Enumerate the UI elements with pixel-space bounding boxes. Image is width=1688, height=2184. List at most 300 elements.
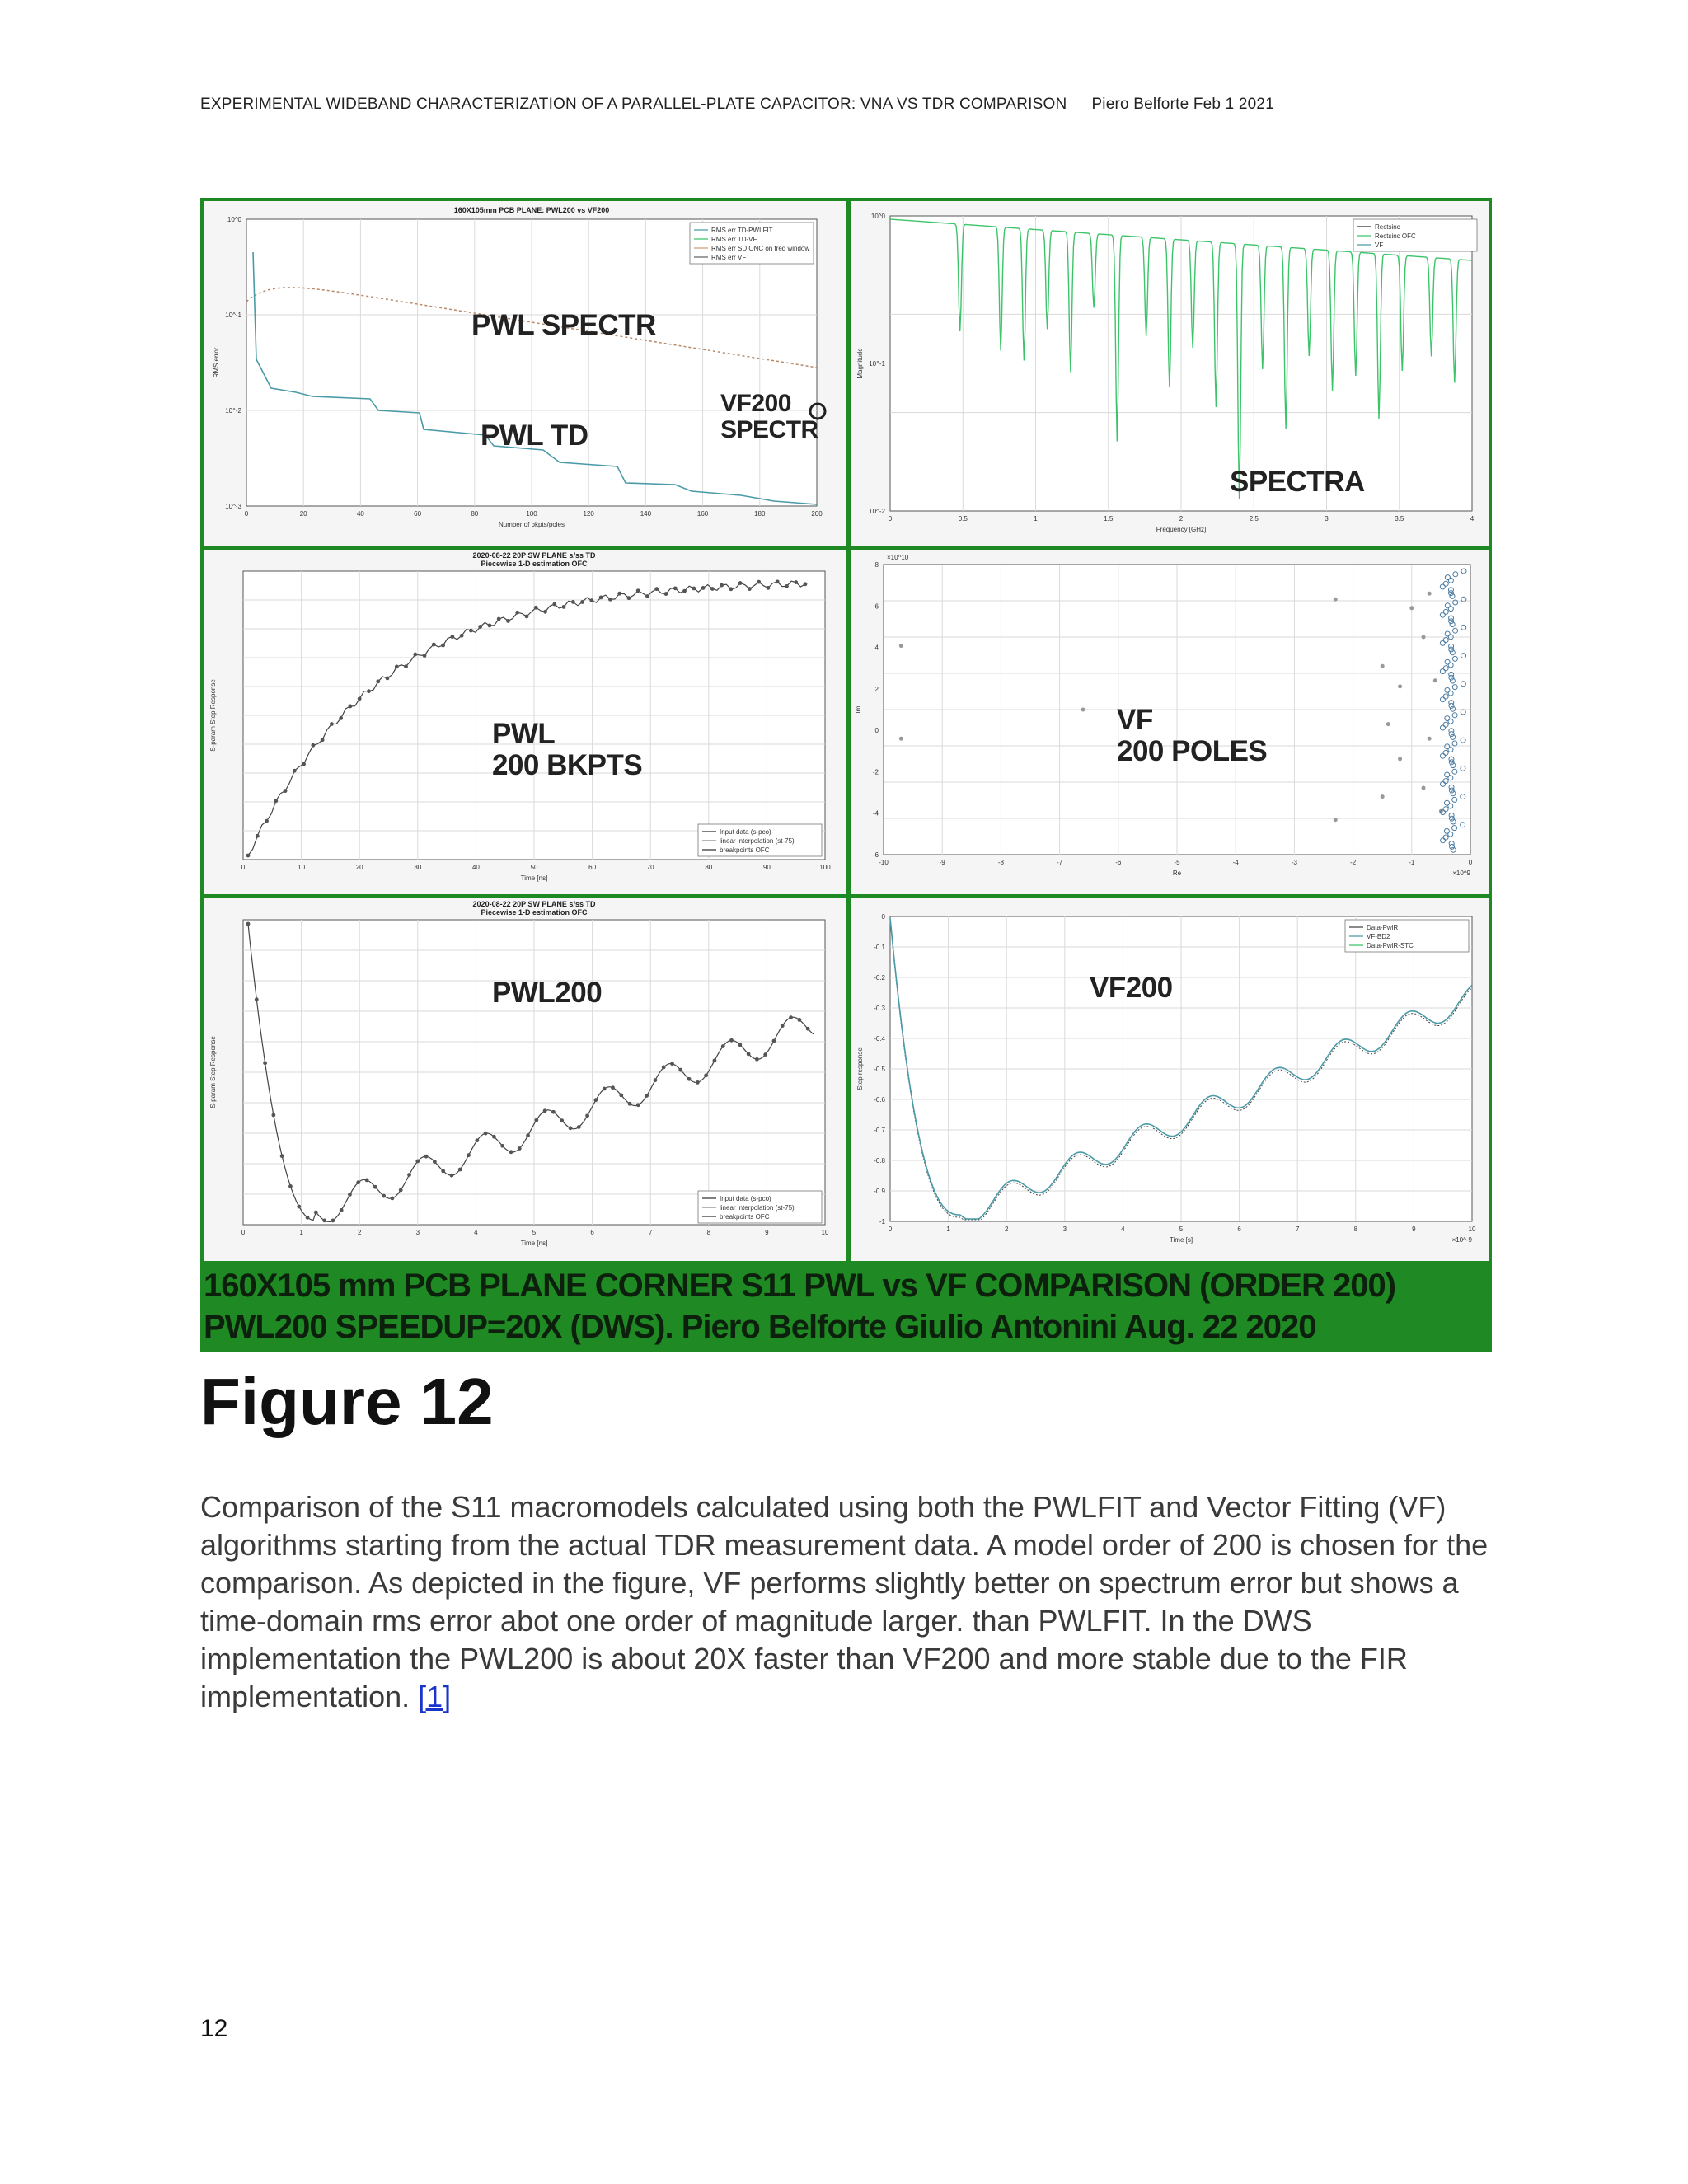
x-tick-label: 200 bbox=[811, 510, 823, 518]
breakpoint-marker bbox=[339, 716, 343, 720]
breakpoint-marker bbox=[654, 587, 659, 591]
breakpoint-marker bbox=[569, 1126, 573, 1130]
pwl-td-label: PWL TD bbox=[481, 419, 588, 452]
x-tick-label: 80 bbox=[471, 510, 479, 518]
breakpoint-marker bbox=[748, 587, 752, 591]
figure-title: Figure 12 bbox=[200, 1365, 494, 1438]
x-tick-label: 6 bbox=[1237, 1226, 1241, 1233]
breakpoint-marker bbox=[670, 1062, 674, 1066]
legend-entry: RMS err TD-PWLFIT bbox=[711, 227, 773, 234]
x-tick-label: 20 bbox=[299, 510, 307, 518]
x-tick-label: -6 bbox=[1115, 859, 1122, 866]
breakpoint-marker bbox=[330, 722, 334, 726]
breakpoint-marker bbox=[450, 635, 454, 639]
breakpoint-marker bbox=[399, 1188, 403, 1193]
x-exponent: ×10^9 bbox=[1452, 869, 1470, 877]
breakpoint-marker bbox=[367, 689, 371, 693]
breakpoint-marker bbox=[692, 587, 696, 591]
x-tick-label: 10 bbox=[1468, 1226, 1476, 1233]
breakpoint-marker bbox=[441, 1169, 445, 1173]
x-tick-label: 2 bbox=[357, 1229, 362, 1236]
x-tick-label: -4 bbox=[1232, 859, 1239, 866]
pole-marker bbox=[1422, 635, 1426, 640]
breakpoint-marker bbox=[738, 1043, 742, 1047]
breakpoint-marker bbox=[619, 1093, 623, 1097]
pole-marker bbox=[1381, 794, 1385, 799]
legend-entry: Input data (s-pco) bbox=[720, 1195, 771, 1202]
x-tick-label: 4 bbox=[1121, 1226, 1125, 1233]
y-tick-label: -0.5 bbox=[874, 1066, 885, 1073]
breakpoint-marker bbox=[551, 1110, 556, 1114]
breakpoint-marker bbox=[274, 799, 278, 803]
spectra-plot bbox=[851, 201, 1489, 546]
reference-link[interactable]: [1] bbox=[418, 1680, 452, 1713]
breakpoint-marker bbox=[525, 615, 529, 619]
breakpoint-marker bbox=[664, 592, 668, 596]
pole-marker bbox=[1334, 598, 1338, 602]
breakpoint-marker bbox=[755, 1057, 759, 1062]
pwl200-panel bbox=[204, 898, 846, 1261]
x-tick-label: 3.5 bbox=[1395, 515, 1404, 523]
pole-marker bbox=[1422, 786, 1426, 790]
breakpoint-marker bbox=[321, 738, 325, 742]
y-tick-label: -4 bbox=[872, 809, 879, 818]
legend-entry: Data-PwlR bbox=[1367, 924, 1399, 931]
rms-error-plot bbox=[204, 201, 846, 546]
breakpoint-marker bbox=[413, 653, 417, 657]
breakpoint-marker bbox=[331, 1219, 335, 1223]
breakpoint-marker bbox=[603, 1087, 607, 1091]
breakpoint-marker bbox=[441, 644, 445, 648]
breakpoint-marker bbox=[562, 605, 566, 609]
y-tick-label: 10^0 bbox=[227, 216, 241, 223]
breakpoint-marker bbox=[356, 1180, 360, 1184]
breakpoint-marker bbox=[376, 679, 380, 683]
header-author-date: Piero Belforte Feb 1 2021 bbox=[1091, 96, 1274, 113]
breakpoint-marker bbox=[314, 1211, 318, 1215]
breakpoint-marker bbox=[302, 762, 306, 766]
breakpoint-marker bbox=[484, 1132, 488, 1136]
x-tick-label: 60 bbox=[588, 864, 597, 871]
y-tick-label: -0.1 bbox=[874, 944, 885, 951]
breakpoint-marker bbox=[450, 1174, 454, 1178]
breakpoint-marker bbox=[382, 1194, 386, 1198]
legend-entry: breakpoints OFC bbox=[720, 1213, 770, 1221]
rms-error-panel bbox=[204, 201, 846, 546]
x-tick-label: 180 bbox=[754, 510, 766, 518]
y-tick-label: -0.4 bbox=[874, 1035, 885, 1043]
breakpoint-marker bbox=[284, 789, 288, 793]
legend-entry: RMS err SD ONC on freq window bbox=[711, 245, 810, 252]
x-tick-label: 0.5 bbox=[958, 515, 968, 523]
x-tick-label: 1.5 bbox=[1104, 515, 1114, 523]
x-tick-label: -1 bbox=[1409, 859, 1415, 866]
breakpoint-marker bbox=[713, 1058, 717, 1062]
breakpoint-marker bbox=[306, 1216, 310, 1220]
breakpoint-marker bbox=[617, 592, 621, 596]
breakpoint-marker bbox=[475, 1138, 479, 1142]
breakpoint-marker bbox=[710, 587, 715, 591]
page-number: 12 bbox=[200, 2015, 228, 2042]
breakpoint-marker bbox=[747, 1052, 751, 1057]
breakpoint-marker bbox=[571, 600, 575, 604]
breakpoint-marker bbox=[704, 1073, 708, 1077]
breakpoint-marker bbox=[404, 664, 408, 668]
breakpoint-marker bbox=[757, 580, 761, 584]
pole-marker bbox=[899, 644, 903, 648]
pole-marker bbox=[1381, 664, 1385, 668]
pole-marker bbox=[1428, 592, 1432, 596]
y-tick-label: -0.2 bbox=[874, 974, 885, 982]
x-tick-label: 40 bbox=[356, 510, 364, 518]
breakpoint-marker bbox=[729, 587, 733, 591]
breakpoint-marker bbox=[678, 1068, 682, 1072]
breakpoint-marker bbox=[797, 1018, 801, 1022]
y-tick-label: 10^0 bbox=[870, 213, 885, 220]
x-tick-label: 60 bbox=[414, 510, 422, 518]
breakpoint-marker bbox=[280, 1154, 284, 1158]
x-tick-label: -3 bbox=[1291, 859, 1297, 866]
breakpoint-marker bbox=[432, 643, 436, 647]
y-tick-label: -0.6 bbox=[874, 1096, 885, 1104]
pole-marker bbox=[1334, 818, 1338, 822]
spectra-label: SPECTRA bbox=[1230, 466, 1365, 498]
legend-entry: VF-BD2 bbox=[1367, 933, 1390, 940]
y-tick-label: 4 bbox=[874, 644, 879, 652]
y-tick-label: 10^-2 bbox=[225, 407, 241, 415]
breakpoint-marker bbox=[589, 598, 593, 602]
breakpoint-marker bbox=[763, 1052, 767, 1057]
x-tick-label: 8 bbox=[706, 1229, 711, 1236]
banner-line-1: 160X105 mm PCB PLANE CORNER S11 PWL vs VF COMPARISON (ORDER 200) bbox=[204, 1268, 1396, 1304]
breakpoint-marker bbox=[682, 589, 687, 593]
x-tick-label: 10 bbox=[298, 864, 306, 871]
plot-subtitle: Piecewise 1-D estimation OFC bbox=[481, 560, 588, 568]
breakpoint-marker bbox=[293, 769, 297, 773]
plot-title: 2020-08-22 20P SW PLANE s/ss TD bbox=[472, 900, 596, 908]
x-axis-label: Time [ns] bbox=[520, 1240, 548, 1247]
breakpoint-marker bbox=[534, 606, 538, 610]
legend-entry: RMS err VF bbox=[711, 254, 747, 261]
x-tick-label: 0 bbox=[888, 1226, 893, 1233]
breakpoint-marker bbox=[395, 665, 399, 669]
breakpoint-marker bbox=[721, 1044, 725, 1048]
x-axis-label: Time [ns] bbox=[520, 874, 548, 882]
pwl200-label: PWL200 bbox=[492, 977, 603, 1009]
breakpoint-marker bbox=[500, 1144, 504, 1148]
x-axis-label: Frequency [GHz] bbox=[1156, 526, 1207, 533]
plot-title: 160X105mm PCB PLANE: PWL200 vs VF200 bbox=[453, 206, 610, 214]
x-tick-label: -10 bbox=[879, 859, 889, 866]
breakpoint-marker bbox=[340, 1208, 344, 1212]
legend-entry: Rectsinc OFC bbox=[1375, 232, 1416, 240]
legend-entry: linear interpolation (st-75) bbox=[720, 1204, 795, 1212]
x-tick-label: 2.5 bbox=[1249, 515, 1259, 523]
figure-caption bbox=[200, 1488, 1503, 1716]
breakpoint-marker bbox=[543, 610, 547, 614]
x-tick-label: -8 bbox=[997, 859, 1004, 866]
pole-marker bbox=[1433, 678, 1437, 682]
breakpoint-marker bbox=[497, 617, 501, 621]
x-tick-label: 7 bbox=[1295, 1226, 1300, 1233]
x-tick-label: 100 bbox=[819, 864, 831, 871]
plot-title: 2020-08-22 20P SW PLANE s/ss TD bbox=[472, 551, 596, 560]
x-tick-label: 140 bbox=[640, 510, 652, 518]
y-axis-label: RMS error bbox=[213, 347, 220, 378]
breakpoint-marker bbox=[776, 579, 780, 583]
legend-entry: linear interpolation (st-75) bbox=[720, 837, 795, 845]
breakpoint-marker bbox=[580, 600, 584, 604]
breakpoint-marker bbox=[687, 1077, 692, 1081]
y-tick-label: 10^-1 bbox=[869, 360, 885, 368]
y-tick-label: -0.9 bbox=[874, 1188, 885, 1195]
x-tick-label: 100 bbox=[526, 510, 537, 518]
y-axis-label: S-param Step Response bbox=[209, 679, 217, 752]
breakpoint-marker bbox=[645, 594, 649, 598]
x-tick-label: -5 bbox=[1174, 859, 1180, 866]
breakpoint-marker bbox=[518, 1146, 522, 1151]
pole-marker bbox=[1428, 737, 1432, 741]
breakpoint-marker bbox=[593, 1098, 598, 1102]
x-tick-label: 40 bbox=[471, 864, 480, 871]
breakpoint-marker bbox=[772, 1039, 776, 1043]
vf200-plot bbox=[851, 898, 1489, 1261]
x-tick-label: 120 bbox=[583, 510, 594, 518]
x-tick-label: 20 bbox=[355, 864, 363, 871]
y-tick-label: -6 bbox=[872, 851, 879, 859]
breakpoint-marker bbox=[636, 588, 640, 593]
x-tick-label: 80 bbox=[705, 864, 713, 871]
breakpoint-marker bbox=[391, 1196, 395, 1200]
breakpoint-marker bbox=[701, 586, 706, 590]
x-tick-label: 3 bbox=[1062, 1226, 1067, 1233]
plot-subtitle: Piecewise 1-D estimation OFC bbox=[481, 908, 588, 916]
legend-entry: VF bbox=[1375, 241, 1384, 249]
breakpoint-marker bbox=[509, 1150, 513, 1154]
breakpoint-marker bbox=[358, 696, 362, 701]
x-tick-label: 7 bbox=[648, 1229, 653, 1236]
x-tick-label: 3 bbox=[1325, 515, 1329, 523]
pwl200-plot bbox=[204, 898, 846, 1261]
y-tick-label: 0 bbox=[881, 913, 885, 921]
x-tick-label: 1 bbox=[299, 1229, 303, 1236]
x-tick-label: 160 bbox=[696, 510, 709, 518]
vf200-spectr-label: VF200 SPECTR bbox=[720, 390, 818, 443]
breakpoint-marker bbox=[767, 586, 771, 590]
breakpoint-marker bbox=[433, 1160, 437, 1164]
caption-text: Comparison of the S11 macromodels calculated using both the PWLFIT and Vector Fitting (VF) algorithms starting from the actual TDR measurement data. A model order of 200 is chosen for the comparison. As depicted in the figure, VF performs slightly better on spectrum error but shows a time-domain rms error abot one order of magnitude larger. than PWLFIT. In the DWS implementation the PWL200 is about 20X faster than VF200 and more stable due to the FIR implementation. bbox=[200, 1490, 1489, 1713]
y-tick-label: -0.7 bbox=[874, 1127, 885, 1134]
breakpoint-marker bbox=[577, 1125, 581, 1129]
breakpoint-marker bbox=[781, 1024, 785, 1028]
legend-entry: breakpoints OFC bbox=[720, 846, 770, 854]
breakpoint-marker bbox=[349, 705, 353, 709]
breakpoint-marker bbox=[271, 1113, 275, 1118]
vf-poles-panel bbox=[851, 550, 1489, 894]
x-tick-label: 1 bbox=[1034, 515, 1038, 523]
x-tick-label: 5 bbox=[1179, 1226, 1184, 1233]
breakpoint-marker bbox=[560, 1118, 564, 1122]
breakpoint-marker bbox=[654, 1078, 658, 1082]
x-tick-label: 3 bbox=[415, 1229, 420, 1236]
breakpoint-marker bbox=[506, 619, 510, 623]
pole-marker bbox=[1409, 606, 1414, 610]
breakpoint-marker bbox=[348, 1193, 352, 1197]
x-tick-label: 1 bbox=[946, 1226, 950, 1233]
y-exponent: ×10^10 bbox=[887, 554, 909, 561]
breakpoint-marker bbox=[789, 1015, 793, 1019]
x-tick-label: -2 bbox=[1350, 859, 1357, 866]
breakpoint-marker bbox=[460, 634, 464, 638]
pwl-step-panel bbox=[204, 550, 846, 894]
breakpoint-marker bbox=[488, 624, 492, 628]
breakpoint-marker bbox=[467, 1153, 471, 1157]
figure-banner bbox=[204, 1265, 1491, 1352]
figure-12-image bbox=[200, 198, 1492, 1352]
spectra-panel bbox=[851, 201, 1489, 546]
page-header bbox=[200, 96, 1274, 114]
legend-entry: Data-PwlR-STC bbox=[1367, 942, 1414, 949]
x-tick-label: 6 bbox=[590, 1229, 594, 1236]
x-tick-label: 0 bbox=[241, 1229, 246, 1236]
vf200-panel bbox=[851, 898, 1489, 1261]
pole-marker bbox=[1398, 757, 1402, 761]
x-tick-label: 50 bbox=[530, 864, 538, 871]
breakpoint-marker bbox=[804, 582, 808, 586]
vf200-label: VF200 bbox=[1090, 972, 1173, 1004]
breakpoint-marker bbox=[585, 1113, 589, 1118]
breakpoint-marker bbox=[297, 1205, 301, 1209]
legend-entry: RMS err TD-VF bbox=[711, 236, 757, 243]
breakpoint-marker bbox=[322, 1218, 326, 1222]
breakpoint-marker bbox=[662, 1066, 666, 1070]
x-tick-label: 10 bbox=[821, 1229, 829, 1236]
y-tick-label: 2 bbox=[874, 685, 879, 693]
breakpoint-marker bbox=[365, 1178, 369, 1182]
breakpoint-marker bbox=[738, 581, 743, 585]
banner-line-2: PWL200 SPEEDUP=20X (DWS). Piero Belforte Giulio Antonini Aug. 22 2020 bbox=[204, 1309, 1316, 1345]
y-tick-label: 6 bbox=[874, 602, 879, 611]
y-tick-label: 10^-2 bbox=[869, 508, 885, 515]
pwl-200-bkpts-label: PWL 200 BKPTS bbox=[492, 718, 643, 781]
breakpoint-marker bbox=[492, 1135, 496, 1139]
breakpoint-marker bbox=[311, 743, 315, 748]
x-tick-label: 70 bbox=[646, 864, 654, 871]
pwl-spectr-label: PWL SPECTR bbox=[471, 309, 656, 341]
breakpoint-marker bbox=[673, 586, 678, 590]
x-tick-label: -7 bbox=[1057, 859, 1063, 866]
x-tick-label: 0 bbox=[888, 515, 893, 523]
y-tick-label: -0.8 bbox=[874, 1157, 885, 1165]
y-axis-label: Step response bbox=[856, 1047, 864, 1090]
breakpoint-marker bbox=[469, 629, 473, 633]
x-tick-label: 2 bbox=[1179, 515, 1184, 523]
breakpoint-marker bbox=[423, 654, 427, 658]
breakpoint-marker bbox=[552, 602, 556, 607]
breakpoint-marker bbox=[407, 1173, 411, 1177]
y-axis-label: Im bbox=[855, 705, 862, 714]
breakpoint-marker bbox=[265, 819, 269, 823]
x-tick-label: 9 bbox=[1412, 1226, 1416, 1233]
y-tick-label: -1 bbox=[879, 1218, 885, 1226]
legend-entry: Input data (s-pco) bbox=[720, 828, 771, 836]
x-tick-label: 2 bbox=[1004, 1226, 1009, 1233]
breakpoint-marker bbox=[794, 580, 798, 584]
y-tick-label: -2 bbox=[872, 768, 879, 776]
breakpoint-marker bbox=[478, 625, 482, 629]
x-axis-label: Re bbox=[1172, 869, 1182, 877]
header-title: EXPERIMENTAL WIDEBAND CHARACTERIZATION OF A PARALLEL-PLATE CAPACITOR: VNA VS TDR COMPARISON bbox=[200, 96, 1067, 113]
breakpoint-marker bbox=[255, 997, 259, 1001]
x-tick-label: -9 bbox=[939, 859, 945, 866]
breakpoint-marker bbox=[246, 922, 251, 926]
breakpoint-marker bbox=[526, 1133, 530, 1137]
y-tick-label: 10^-3 bbox=[225, 503, 241, 510]
x-axis-label: Number of bkpts/poles bbox=[498, 521, 565, 528]
breakpoint-marker bbox=[608, 598, 612, 602]
breakpoint-marker bbox=[599, 595, 603, 599]
breakpoint-marker bbox=[785, 584, 789, 588]
x-tick-label: 4 bbox=[1470, 515, 1475, 523]
breakpoint-marker bbox=[263, 1061, 267, 1065]
y-axis-label: S-param Step Response bbox=[209, 1036, 217, 1108]
breakpoint-marker bbox=[806, 1027, 810, 1031]
breakpoint-marker bbox=[611, 1085, 615, 1090]
breakpoint-marker bbox=[288, 1184, 293, 1188]
y-tick-label: 10^-1 bbox=[225, 312, 241, 319]
x-tick-label: 4 bbox=[474, 1229, 478, 1236]
breakpoint-marker bbox=[627, 596, 631, 600]
breakpoint-marker bbox=[246, 854, 251, 858]
breakpoint-marker bbox=[386, 676, 390, 680]
x-exponent: ×10^-9 bbox=[1451, 1236, 1472, 1244]
pole-marker bbox=[1081, 708, 1085, 712]
y-axis-label: Magnitude bbox=[856, 348, 864, 379]
x-tick-label: 90 bbox=[762, 864, 771, 871]
x-tick-label: 0 bbox=[244, 510, 249, 518]
y-tick-label: 0 bbox=[874, 727, 879, 735]
breakpoint-marker bbox=[256, 834, 260, 838]
breakpoint-marker bbox=[515, 611, 519, 615]
breakpoint-marker bbox=[424, 1155, 429, 1159]
breakpoint-marker bbox=[645, 1094, 649, 1098]
vf-200-poles-label: VF 200 POLES bbox=[1117, 704, 1268, 767]
breakpoint-marker bbox=[628, 1102, 632, 1106]
x-tick-label: 9 bbox=[765, 1229, 769, 1236]
x-tick-label: 0 bbox=[1468, 859, 1473, 866]
pole-marker bbox=[1386, 722, 1390, 726]
pole-marker bbox=[1398, 684, 1402, 688]
x-tick-label: 30 bbox=[414, 864, 422, 871]
breakpoint-marker bbox=[534, 1118, 538, 1122]
breakpoint-marker bbox=[373, 1185, 377, 1189]
x-tick-label: 8 bbox=[1353, 1226, 1358, 1233]
breakpoint-marker bbox=[458, 1168, 462, 1172]
breakpoint-marker bbox=[636, 1103, 640, 1107]
legend-entry: Rectsinc bbox=[1375, 223, 1400, 231]
breakpoint-marker bbox=[729, 1038, 734, 1043]
x-tick-label: 5 bbox=[532, 1229, 537, 1236]
y-tick-label: -0.3 bbox=[874, 1005, 885, 1012]
breakpoint-marker bbox=[720, 583, 724, 588]
breakpoint-marker bbox=[543, 1108, 547, 1113]
x-axis-label: Time [s] bbox=[1169, 1236, 1193, 1244]
x-tick-label: 0 bbox=[241, 864, 246, 871]
breakpoint-marker bbox=[696, 1080, 700, 1085]
pole-marker bbox=[899, 737, 903, 741]
y-tick-label: 8 bbox=[874, 561, 879, 569]
breakpoint-marker bbox=[415, 1160, 420, 1164]
